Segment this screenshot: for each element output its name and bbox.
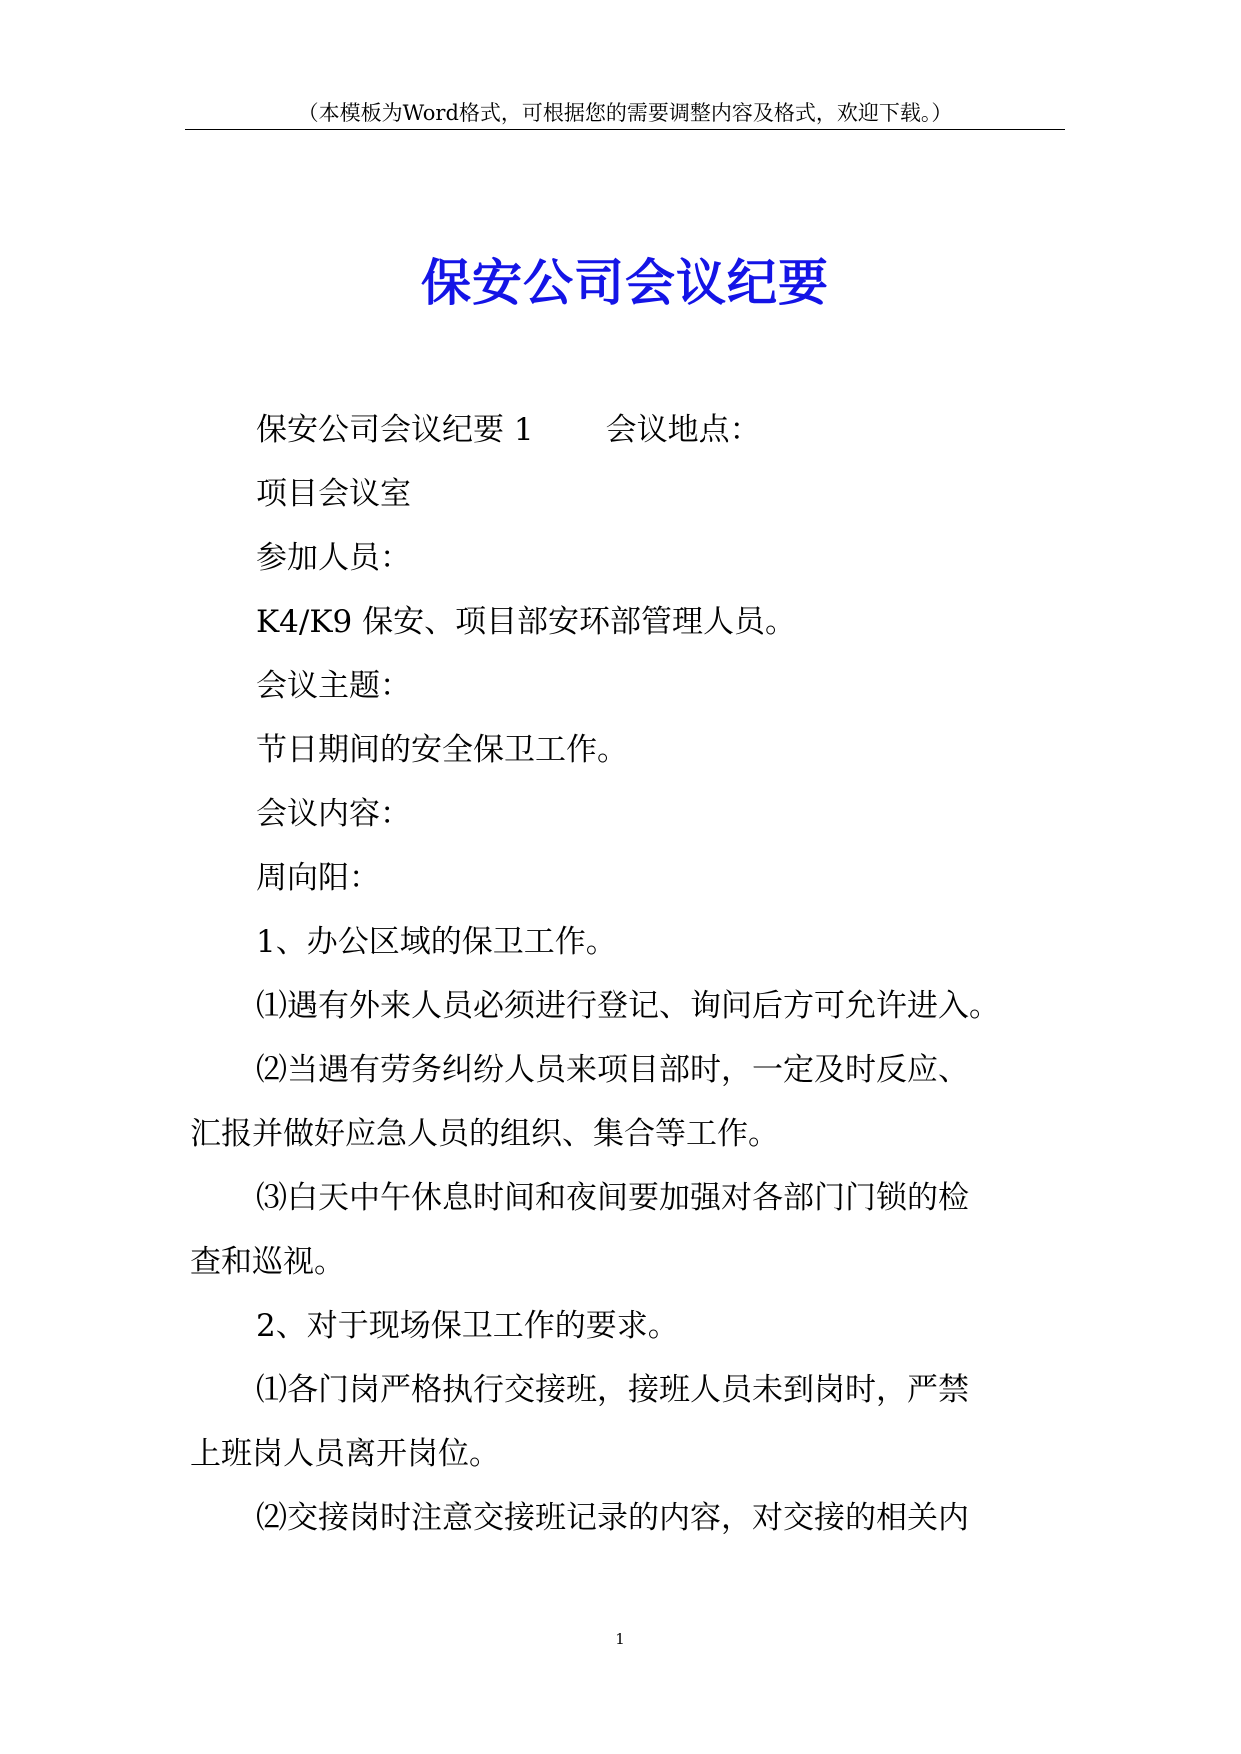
paragraph-continuation: 汇报并做好应急人员的组织、集合等工作。 [190, 1116, 779, 1152]
paragraph: 参加人员： [256, 540, 411, 576]
paragraph-first-line [190, 398, 1070, 462]
paragraph: 1、办公区域的保卫工作。 [256, 924, 617, 960]
paragraph: 节日期间的安全保卫工作。 [256, 732, 628, 768]
paragraph: 周向阳： [256, 860, 380, 896]
paragraph: ⑵当遇有劳务纠纷人员来项目部时，一定及时反应、 [256, 1052, 969, 1088]
header-divider [185, 129, 1065, 130]
paragraph: 项目会议室 [256, 476, 411, 512]
paragraph-continuation: 上班岗人员离开岗位。 [190, 1436, 500, 1472]
paragraph: K4/K9 保安、项目部安环部管理人员。 [256, 604, 797, 640]
page-number: 1 [615, 1630, 625, 1648]
meeting-location-label: 会议地点： [605, 412, 761, 448]
paragraph: 会议主题： [256, 668, 411, 704]
paragraph-continuation: 查和巡视。 [190, 1244, 345, 1280]
section-heading: 保安公司会议纪要 1 [256, 412, 534, 448]
paragraph: ⑵交接岗时注意交接班记录的内容，对交接的相关内 [256, 1500, 969, 1536]
paragraph: ⑴遇有外来人员必须进行登记、询问后方可允许进入。 [256, 988, 1000, 1024]
template-note: （本模板为Word格式，可根据您的需要调整内容及格式，欢迎下载。） [297, 101, 953, 125]
paragraph: 2、对于现场保卫工作的要求。 [256, 1308, 679, 1344]
document-title: 保安公司会议纪要 [421, 252, 829, 312]
document-body [190, 398, 1070, 1550]
paragraph: ⑴各门岗严格执行交接班，接班人员未到岗时，严禁 [256, 1372, 969, 1408]
paragraph: ⑶白天中午休息时间和夜间要加强对各部门门锁的检 [256, 1180, 969, 1216]
paragraph: 会议内容： [256, 796, 411, 832]
